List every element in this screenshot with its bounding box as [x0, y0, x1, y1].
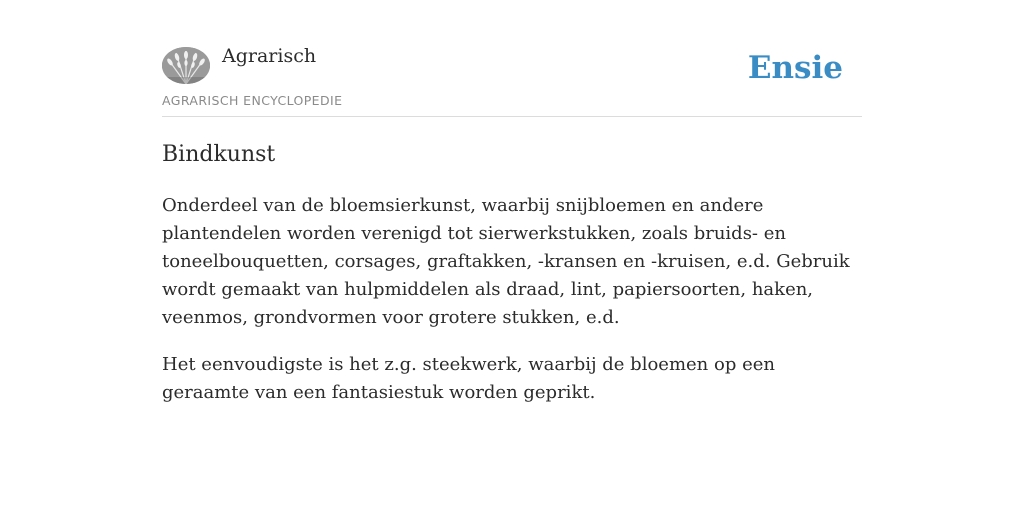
site-header: [162, 40, 862, 117]
wheat-ears-icon[interactable]: [162, 47, 210, 84]
source-name[interactable]: Agrarisch: [222, 45, 317, 67]
source-subtitle[interactable]: AGRARISCH ENCYCLOPEDIE: [162, 93, 343, 108]
ensie-logo[interactable]: Ensie: [747, 50, 843, 86]
article-paragraph: Het eenvoudigste is het z.g. steekwerk, waarbij de bloemen op een geraamte van een fantasiestuk worden geprikt.: [162, 354, 775, 403]
article-title: Bindkunst: [162, 142, 276, 167]
article: [162, 138, 862, 407]
article-paragraph: Onderdeel van de bloemsierkunst, waarbij snijbloemen en andere plantendelen worden verenigd tot sierwerkstukken, zoals bruids- en toneelbouquetten, corsages, graftakken, -kransen en -kruisen, e.d. Gebruik wordt gemaakt van hulpmiddelen als draad, lint, papiersoorten, haken, veenmos, grondvormen voor grotere stukken, e.d.: [162, 195, 850, 328]
